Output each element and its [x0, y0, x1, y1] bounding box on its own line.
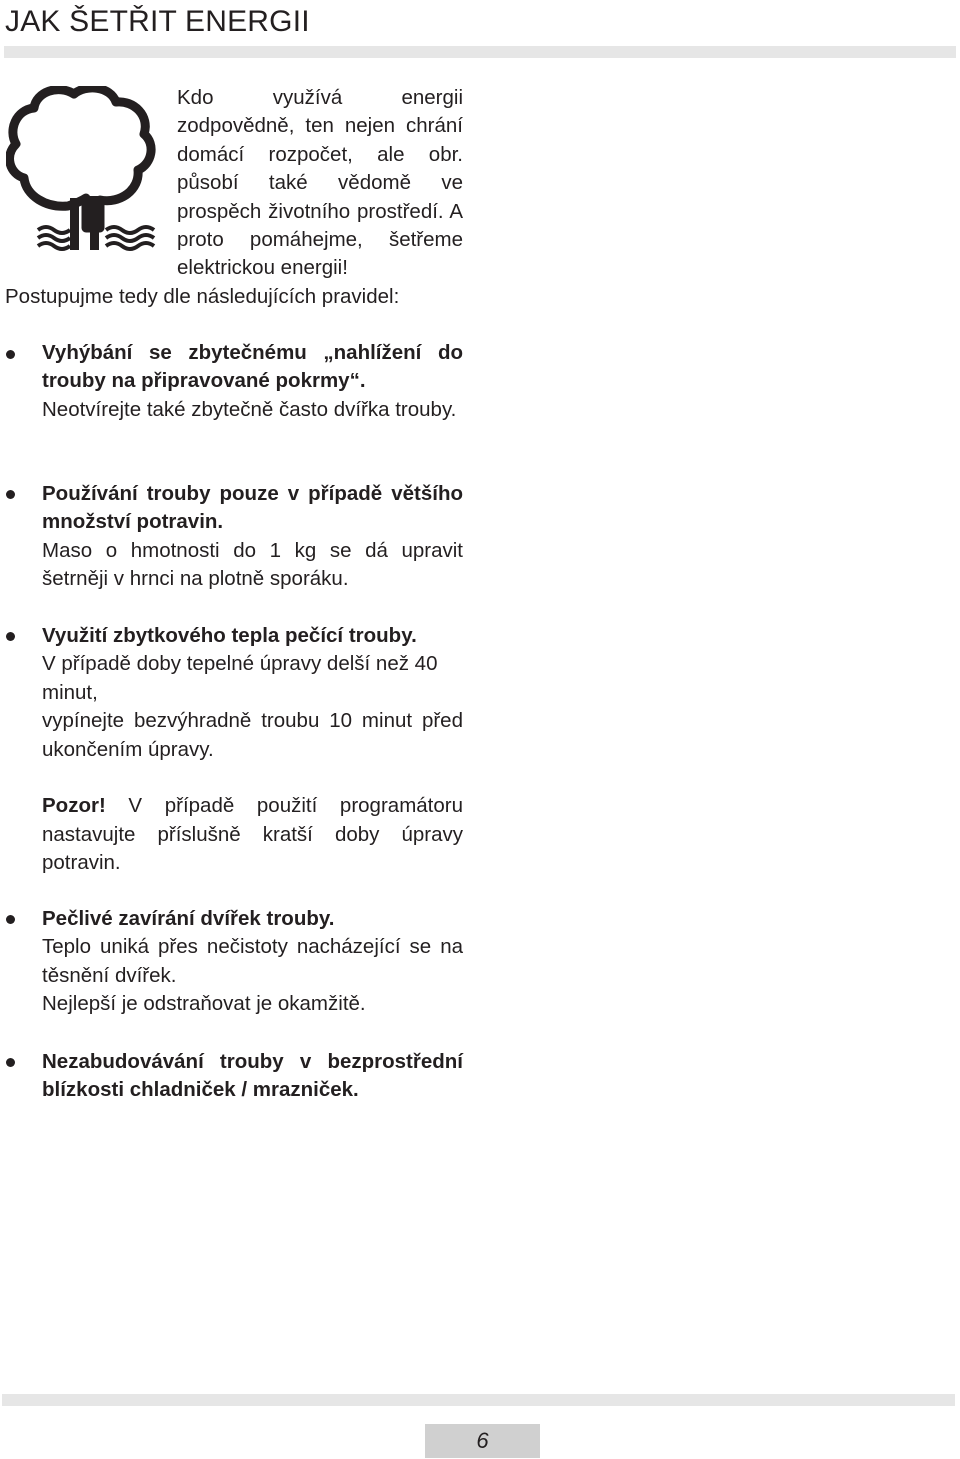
- list-item: [42, 622, 463, 878]
- title-rule: [4, 46, 956, 58]
- list-item: [42, 1048, 463, 1105]
- item-body: vypínejte bezvýhradně troubu 10 minut před ukončením úpravy.: [42, 709, 463, 761]
- bullet-icon: [6, 915, 15, 924]
- item-body: V případě doby tepelné úpravy delší než 40 minut,: [42, 652, 438, 704]
- item-body: Neotvírejte také zbytečně často dvířka trouby.: [42, 397, 457, 421]
- bullet-icon: [6, 632, 15, 641]
- item-body: Teplo uniká přes nečistoty nacházející se na těsnění dvířek.: [42, 935, 463, 987]
- tree-icon: [6, 86, 160, 256]
- item-heading: Vyhýbání se zbytečnému „nahlížení do trouby na připravované pokrmy“.: [42, 341, 463, 393]
- page-title: JAK ŠETŘIT ENERGII: [5, 5, 310, 38]
- item-heading: Pečlivé zavírání dvířek trouby.: [42, 907, 335, 930]
- bullet-icon: [6, 350, 15, 359]
- list-item: [42, 339, 463, 424]
- intro-paragraph: Kdo využívá energii zodpovědně, ten nejen chrání domácí rozpočet, ale obr. působí také vědomě ve prospěch životního prostředí. A proto pomáhejme, šetřeme elektrickou energii!: [177, 86, 463, 280]
- footer-rule: [2, 1394, 955, 1406]
- item-heading: Používání trouby pouze v případě většího množství potravin.: [42, 482, 463, 534]
- list-item: [42, 905, 463, 1019]
- note-label: Pozor!: [42, 794, 106, 818]
- item-note: [42, 792, 463, 877]
- bullet-icon: [6, 1058, 15, 1067]
- bullet-icon: [6, 490, 15, 499]
- item-heading: Nezabudovávání trouby v bezprostřední blízkosti chladniček / mrazniček.: [42, 1050, 463, 1102]
- note-text: V případě použití programátoru nastavujte příslušně kratší doby úpravy potravin.: [42, 794, 463, 875]
- intro-closing-line: Postupujme tedy dle následujících pravidel:: [5, 285, 400, 308]
- item-body: Nejlepší je odstraňovat je okamžitě.: [42, 992, 366, 1016]
- list-item: [42, 480, 463, 594]
- page-number: 6: [476, 1428, 489, 1453]
- item-body: Maso o hmotnosti do 1 kg se dá upravit šetrněji v hrnci na plotně sporáku.: [42, 538, 463, 591]
- item-heading: Využití zbytkového tepla pečící trouby.: [42, 624, 417, 647]
- page-number-box: [425, 1424, 540, 1458]
